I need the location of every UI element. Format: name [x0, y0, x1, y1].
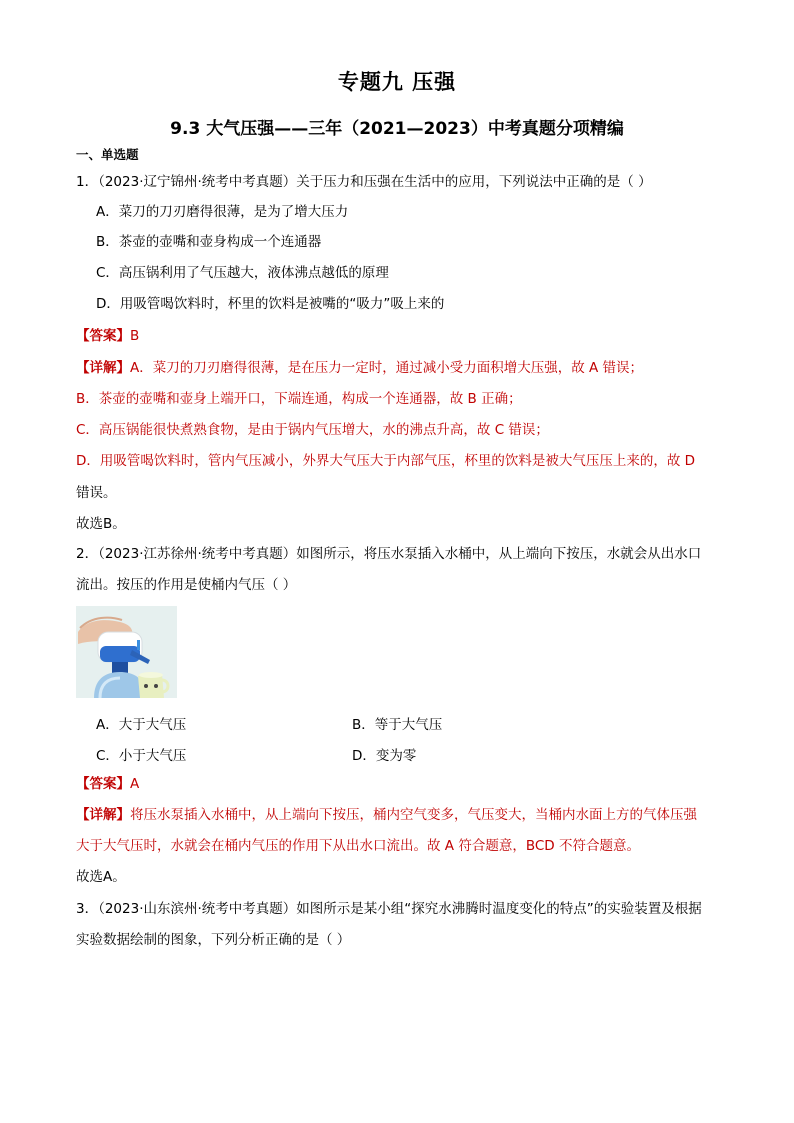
- q2-answer-value: A: [130, 776, 140, 792]
- q1-answer-value: B: [130, 328, 140, 344]
- q1-detail-text-1: A．菜刀的刀刃磨得很薄，是在压力一定时，通过减小受力面积增大压强，故 A 错误；: [130, 360, 644, 376]
- q2-answer-label: 【答案】: [76, 776, 130, 792]
- q2-detail-text-1: 将压水泵插入水桶中，从上端向下按压，桶内空气变多，气压变大，当桶内水面上方的气体压强: [130, 807, 697, 823]
- q1-option-b: B．茶壶的壶嘴和壶身构成一个连通器: [96, 234, 322, 250]
- q2-detail-label: 【详解】: [76, 807, 130, 823]
- section-heading: 一、单选题: [76, 147, 139, 162]
- q2-detail-line-2: 大于大气压时，水就会在桶内气压的作用下从出水口流出。故 A 符合题意，BCD 不符合题意。: [76, 838, 640, 854]
- q2-answer: [76, 776, 139, 792]
- q2-option-c: C．小于大气压: [96, 748, 187, 764]
- q1-detail-line-5: 错误。: [76, 485, 117, 501]
- q1-answer: [76, 328, 139, 344]
- q2-option-b: B．等于大气压: [352, 717, 443, 733]
- q2-stem-line-2: 流出。按压的作用是使桶内气压（ ）: [76, 577, 297, 593]
- q1-option-d: D．用吸管喝饮料时，杯里的饮料是被嘴的“吸力”吸上来的: [96, 296, 445, 312]
- q1-conclusion: 故选B。: [76, 516, 126, 532]
- q2-stem-line-1: 2．（2023·江苏徐州·统考中考真题）如图所示，将压水泵插入水桶中，从上端向下按压，水就会从出水口: [76, 546, 702, 562]
- q1-option-c: C．高压锅利用了气压越大，液体沸点越低的原理: [96, 265, 389, 281]
- q3-stem-line-1: 3．（2023·山东滨州·统考中考真题）如图所示是某小组“探究水沸腾时温度变化的特点”的实验装置及根据: [76, 901, 702, 917]
- q1-detail-line-1: [76, 360, 643, 376]
- q1-stem: 1．（2023·辽宁锦州·统考中考真题）关于压力和压强在生活中的应用，下列说法中正确的是（ ）: [76, 174, 652, 190]
- q1-detail-line-3: C．高压锅能很快煮熟食物，是由于锅内气压增大，水的沸点升高，故 C 错误；: [76, 422, 549, 438]
- q1-answer-label: 【答案】: [76, 328, 130, 344]
- q2-conclusion: 故选A。: [76, 869, 126, 885]
- q1-detail-label: 【详解】: [76, 360, 130, 376]
- q1-detail-line-2: B．茶壶的壶嘴和壶身上端开口，下端连通，构成一个连通器，故 B 正确；: [76, 391, 522, 407]
- water-pump-illustration: [76, 606, 177, 698]
- q1-detail-line-4: D．用吸管喝饮料时，管内气压减小，外界大气压大于内部气压，杯里的饮料是被大气压压上来的，故 D: [76, 453, 696, 469]
- q2-option-d: D．变为零: [352, 748, 417, 764]
- q2-detail-line-1: [76, 807, 697, 823]
- water-pump-photo: [76, 606, 177, 698]
- q2-option-a: A．大于大气压: [96, 717, 187, 733]
- q1-option-a: A．菜刀的刀刃磨得很薄，是为了增大压力: [96, 204, 349, 220]
- q3-stem-line-2: 实验数据绘制的图象，下列分析正确的是（ ）: [76, 932, 351, 948]
- document-subtitle: 9.3 大气压强——三年（2021—2023）中考真题分项精编: [170, 119, 624, 139]
- document-title: 专题九 压强: [337, 70, 457, 94]
